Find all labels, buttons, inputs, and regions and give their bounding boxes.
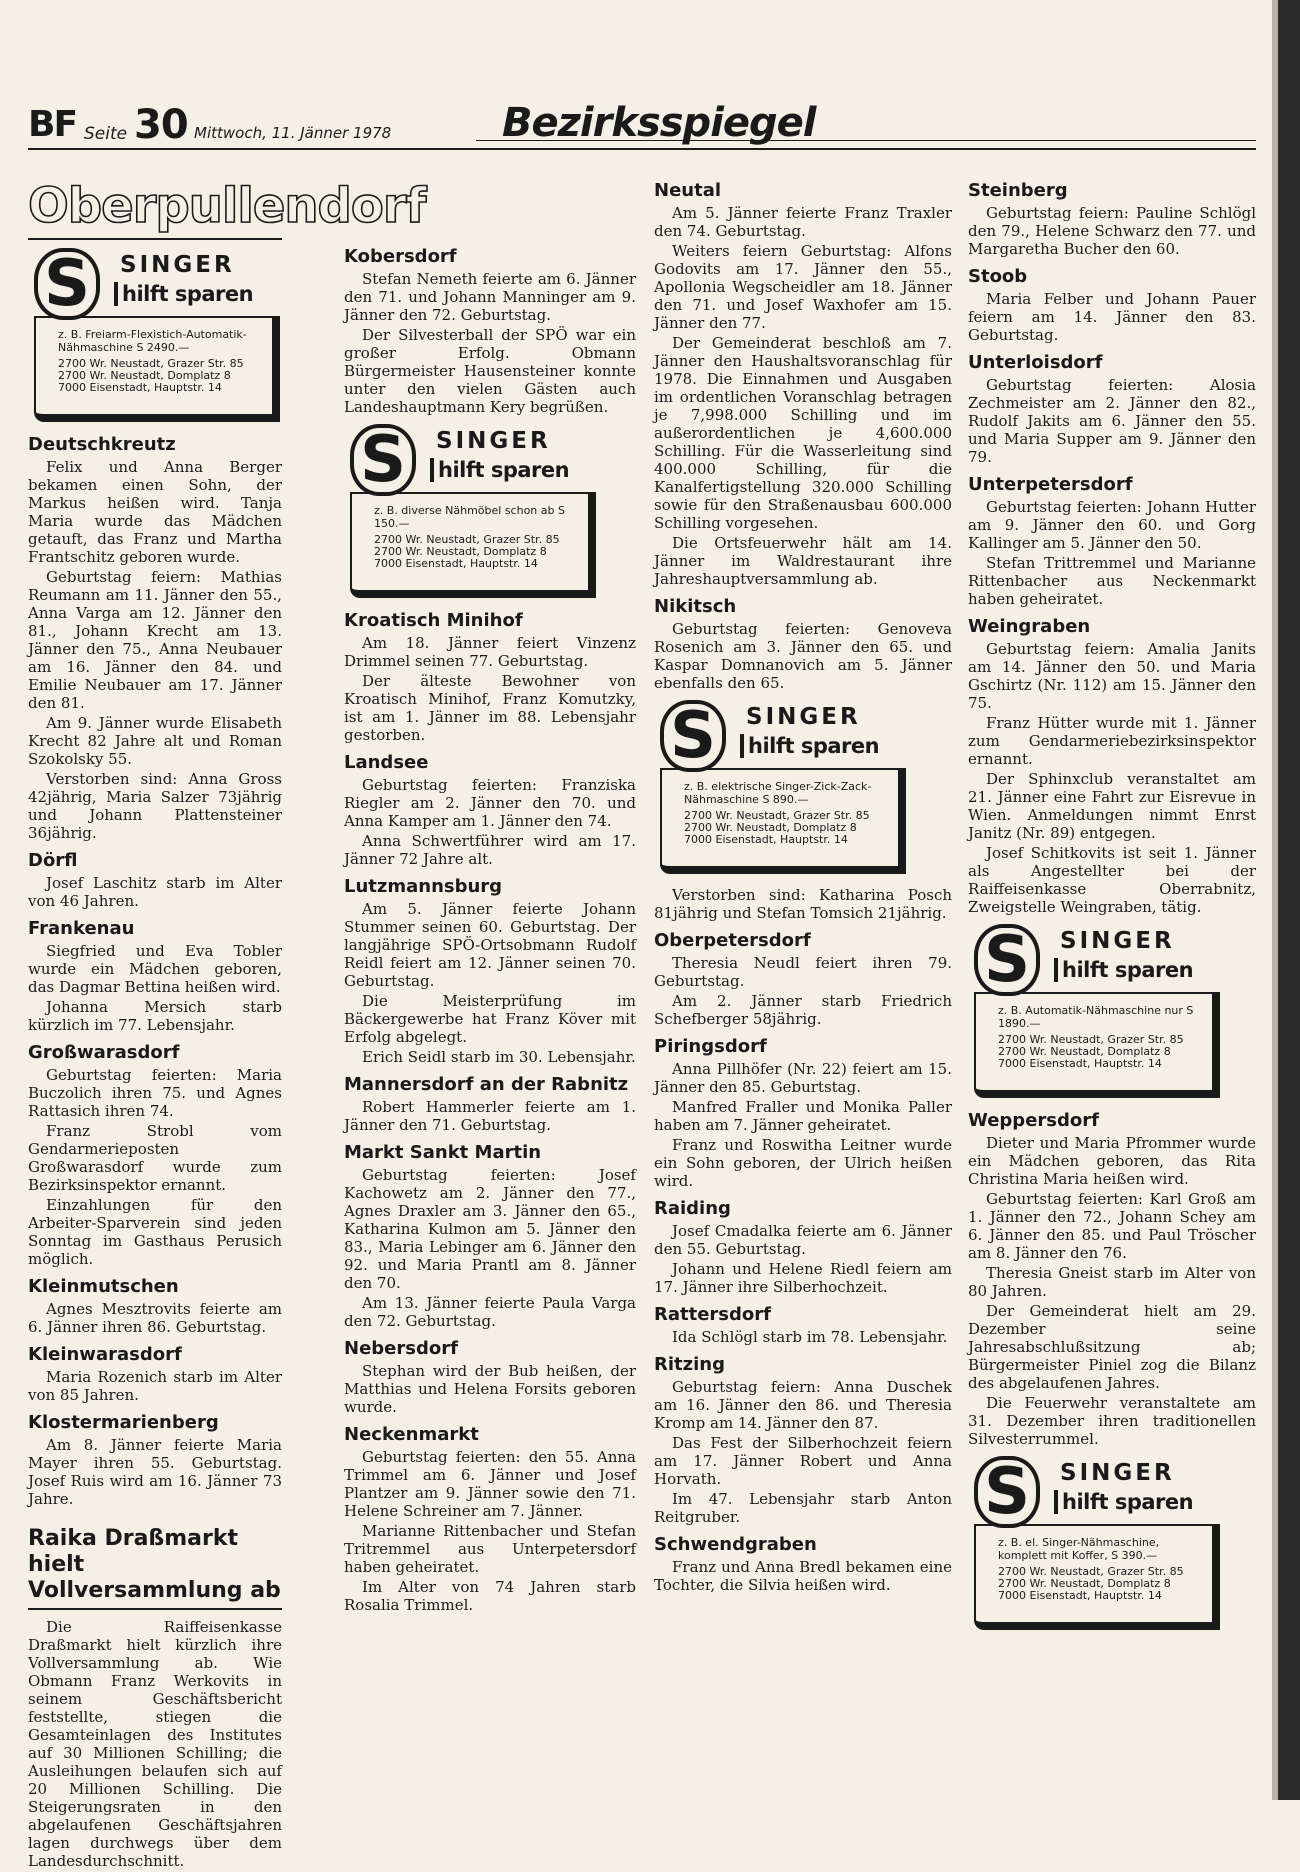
ad-addresses <box>58 358 268 394</box>
ad-addresses <box>998 1034 1208 1070</box>
news-paragraph: Der Sphinxclub veranstaltet am 21. Jänner eine Fahrt zur Eisrevue in Wien. Anmeldungen nimmt Enrst Janitz (Nr. 89) entgegen. <box>968 770 1256 842</box>
news-paragraph: Robert Hammerler feierte am 1. Jänner den 71. Geburtstag. <box>344 1098 636 1134</box>
news-paragraph: Geburtstag feierten: Johann Hutter am 9. Jänner den 60. und Gorg Kallinger am 5. Jänner den 50. <box>968 498 1256 552</box>
ad-brand: SINGER <box>1060 928 1175 954</box>
header-rule <box>28 148 1256 150</box>
news-paragraph: Geburtstag feierten: Alosia Zechmeister am 2. Jänner den 82., Rudolf Jakits am 6. Jänner den 55. und Maria Supper am 9. Jänner den 79. <box>968 376 1256 466</box>
news-paragraph: Stephan wird der Bub heißen, der Matthias und Helena Forsits geboren wurde. <box>344 1362 636 1416</box>
news-paragraph: Am 5. Jänner feierte Johann Stummer seinen 60. Geburtstag. Der langjährige SPÖ-Ortsobmann Rudolf Reidl feiert am 12. Jänner seinen 70. Geburtstag. <box>344 900 636 990</box>
ad-address: 2700 Wr. Neustadt, Domplatz 8 <box>998 1577 1171 1590</box>
town-heading: Dörfl <box>28 850 78 871</box>
ad-brand: SINGER <box>436 428 551 454</box>
town-heading: Piringsdorf <box>654 1036 767 1057</box>
ad-address: 7000 Eisenstadt, Hauptstr. 14 <box>998 1057 1162 1070</box>
town-heading: Weingraben <box>968 616 1091 637</box>
town-heading: Neckenmarkt <box>344 1424 479 1445</box>
town-heading: Raiding <box>654 1198 731 1219</box>
page-edge-shadow <box>1272 0 1278 1800</box>
ad-offer: z. B. Automatik-Nähmaschine nur S 1890.— <box>998 1004 1194 1030</box>
news-paragraph: Der älteste Bewohner von Kroatisch Minihof, Franz Komutzky, ist am 1. Jänner im 88. Lebensjahr gestorben. <box>344 672 636 744</box>
news-paragraph: Am 9. Jänner wurde Elisabeth Krecht 82 Jahre alt und Roman Szokolsky 55. <box>28 714 282 768</box>
ad-slogan: hilft sparen <box>430 458 569 482</box>
town-heading: Kobersdorf <box>344 246 457 267</box>
news-paragraph: Verstorben sind: Katharina Posch 81jährig und Stefan Tomsich 21jährig. <box>654 886 952 922</box>
section-title: Bezirksspiegel <box>502 100 816 146</box>
news-paragraph: Der Gemeinderat hielt am 29. Dezember seine Jahresabschlußsitzung ab; Bürgermeister Piniel zog die Bilanz des abgelaufenen Jahres. <box>968 1302 1256 1392</box>
region-rule <box>28 238 282 240</box>
news-paragraph: Manfred Fraller und Monika Paller haben am 7. Jänner geheiratet. <box>654 1098 952 1134</box>
news-paragraph: Geburtstag feierten: Josef Kachowetz am 2. Jänner den 77., Agnes Draxler am 3. Jänner den 65., Katharina Kulmon am 5. Jänner den 83., Maria Lebinger am 6. Jänner den 92. und Maria Prantl am 8. Jänner den 70. <box>344 1166 636 1292</box>
ad-address: 2700 Wr. Neustadt, Grazer Str. 85 <box>998 1033 1184 1046</box>
news-paragraph: Theresia Neudl feiert ihren 79. Geburtstag. <box>654 954 952 990</box>
news-paragraph: Erich Seidl starb im 30. Lebensjahr. <box>362 1048 636 1066</box>
ad-address: 7000 Eisenstadt, Hauptstr. 14 <box>998 1589 1162 1602</box>
news-paragraph: Die Raiffeisenkasse Draßmarkt hielt kürzlich ihre Vollversammlung ab. Wie Obmann Franz Werkovits in seinem Geschäftsbericht feststellte, stiegen die Gesamteinlagen des Institutes auf 30 Millionen Schilling; die Ausleihungen belaufen sich auf 20 Millionen Schilling. Die Steigerungsraten in den abgelaufenen Geschäftsjahren lagen durchwegs über dem Landesdurchschnitt. <box>28 1618 282 1870</box>
town-heading: Nikitsch <box>654 596 737 617</box>
ad-slogan: hilft sparen <box>114 282 253 306</box>
town-heading: Kleinmutschen <box>28 1276 179 1297</box>
town-heading: Nebersdorf <box>344 1338 458 1359</box>
town-heading: Weppersdorf <box>968 1110 1099 1131</box>
town-heading: Klostermarienberg <box>28 1412 219 1433</box>
singer-ad <box>968 924 1256 1100</box>
column-4 <box>968 180 1256 1642</box>
newspaper-logo: BF <box>28 104 77 145</box>
news-paragraph: Verstorben sind: Anna Gross 42jährig, Maria Salzer 73jährig und Johann Plattensteiner 36jährig. <box>28 770 282 842</box>
town-heading: Frankenau <box>28 918 135 939</box>
ad-addresses <box>998 1566 1208 1602</box>
town-heading: Stoob <box>968 266 1028 287</box>
ad-offer: z. B. diverse Nähmöbel schon ab S 150.— <box>374 504 565 530</box>
news-paragraph: Einzahlungen für den Arbeiter-Sparverein sind jeden Sonntag im Gasthaus Perusich möglich. <box>28 1196 282 1268</box>
town-heading: Rattersdorf <box>654 1304 771 1325</box>
town-heading: Mannersdorf an der Rabnitz <box>344 1074 629 1095</box>
column-2 <box>344 246 636 1616</box>
town-heading: Ritzing <box>654 1354 725 1375</box>
news-paragraph: Am 2. Jänner starb Friedrich Schefberger 58jährig. <box>654 992 952 1028</box>
page-header <box>28 98 1256 150</box>
ad-offer: z. B. el. Singer-Nähmaschine, komplett mit Koffer, S 390.— <box>998 1536 1160 1562</box>
news-paragraph: Anna Schwertführer wird am 17. Jänner 72 Jahre alt. <box>344 832 636 868</box>
news-paragraph: Franz und Roswitha Leitner wurde ein Sohn geboren, der Ulrich heißen wird. <box>654 1136 952 1190</box>
ad-address: 2700 Wr. Neustadt, Domplatz 8 <box>684 821 857 834</box>
news-paragraph: Stefan Nemeth feierte am 6. Jänner den 71. und Johann Manninger am 9. Jänner den 72. Geburtstag. <box>344 270 636 324</box>
town-heading: Kroatisch Minihof <box>344 610 523 631</box>
news-paragraph: Stefan Trittremmel und Marianne Rittenbacher aus Neckenmarkt haben geheiratet. <box>968 554 1256 608</box>
news-paragraph: Johanna Mersich starb kürzlich im 77. Lebensjahr. <box>28 998 282 1034</box>
news-paragraph: Johann und Helene Riedl feiern am 17. Jänner ihre Silberhochzeit. <box>654 1260 952 1296</box>
news-paragraph: Theresia Gneist starb im Alter von 80 Jahren. <box>968 1264 1256 1300</box>
news-paragraph: Agnes Mesztrovits feierte am 6. Jänner ihren 86. Geburtstag. <box>28 1300 282 1336</box>
news-paragraph: Geburtstag feierten: Franziska Riegler am 2. Jänner den 70. und Anna Kamper am 1. Jänner den 74. <box>344 776 636 830</box>
news-paragraph: Anna Pillhöfer (Nr. 22) feiert am 15. Jänner den 85. Geburtstag. <box>654 1060 952 1096</box>
ad-addresses <box>684 810 894 846</box>
news-paragraph: Das Fest der Silberhochzeit feiern am 17. Jänner Robert und Anna Horvath. <box>654 1434 952 1488</box>
news-paragraph: Franz Hütter wurde mit 1. Jänner zum Gendarmeriebezirksinspektor ernannt. <box>968 714 1256 768</box>
page-label: Seite <box>84 124 128 144</box>
town-heading: Lutzmannsburg <box>344 876 503 897</box>
ad-address: 2700 Wr. Neustadt, Domplatz 8 <box>998 1045 1171 1058</box>
news-paragraph: Marianne Rittenbacher und Stefan Tritremmel aus Unterpetersdorf haben geheiratet. <box>344 1522 636 1576</box>
news-paragraph: Geburtstag feiern: Anna Duschek am 16. Jänner den 86. und Theresia Kromp am 14. Jänner den 87. <box>654 1378 952 1432</box>
ad-addresses <box>374 534 584 570</box>
news-paragraph: Josef Schitkovits ist seit 1. Jänner als Angestellter bei der Raiffeisenkasse Oberrabnitz, Zweigstelle Weingraben, tätig. <box>968 844 1256 916</box>
singer-s-logo-icon: S <box>34 248 100 320</box>
page-edge <box>1278 0 1300 1800</box>
column-3 <box>654 180 952 1596</box>
news-paragraph: Im 47. Lebensjahr starb Anton Reitgruber. <box>654 1490 952 1526</box>
ad-offer: z. B. Freiarm-Flexistich-Automatik-Nähmaschine S 2490.— <box>58 328 247 354</box>
town-heading: Unterpetersdorf <box>968 474 1133 495</box>
ad-address: 2700 Wr. Neustadt, Grazer Str. 85 <box>684 809 870 822</box>
news-paragraph: Felix und Anna Berger bekamen einen Sohn, der Markus heißen wird. Tanja Maria wurde das Mädchen getauft, das Franz und Martha Frantschitz geboren wurde. <box>28 458 282 566</box>
news-paragraph: Josef Laschitz starb im Alter von 46 Jahren. <box>28 874 282 910</box>
news-paragraph: Weiters feiern Geburtstag: Alfons Godovits am 17. Jänner den 55., Apollonia Wegscheidler am 18. Jänner den 71. und Josef Waxhofer am 15. Jänner den 77. <box>654 242 952 332</box>
ad-address: 2700 Wr. Neustadt, Domplatz 8 <box>374 545 547 558</box>
issue-date: Mittwoch, 11. Jänner 1978 <box>194 124 392 142</box>
news-paragraph: Ida Schlögl starb im 78. Lebensjahr. <box>672 1328 948 1346</box>
ad-slogan: hilft sparen <box>740 734 879 758</box>
news-paragraph: Geburtstag feiern: Mathias Reumann am 11. Jänner den 55., Anna Varga am 12. Jänner den 81., Johann Krecht am 13. Jänner den 75., Anna Neubauer am 16. Jänner den 84. und Emilie Neubauer am 17. Jänner den 81. <box>28 568 282 712</box>
ad-address: 7000 Eisenstadt, Hauptstr. 14 <box>684 833 848 846</box>
ad-slogan: hilft sparen <box>1054 958 1193 982</box>
town-heading: Steinberg <box>968 180 1068 201</box>
news-paragraph: Am 5. Jänner feierte Franz Traxler den 74. Geburtstag. <box>654 204 952 240</box>
section-underline <box>476 140 1256 141</box>
ad-address: 7000 Eisenstadt, Hauptstr. 14 <box>58 381 222 394</box>
page-number: 30 <box>134 102 188 148</box>
town-heading: Markt Sankt Martin <box>344 1142 542 1163</box>
town-heading: Kleinwarasdorf <box>28 1344 182 1365</box>
singer-ad <box>344 424 636 600</box>
news-paragraph: Am 18. Jänner feiert Vinzenz Drimmel seinen 77. Geburtstag. <box>344 634 636 670</box>
region-title: Oberpullendorf <box>28 178 426 234</box>
ad-address: 7000 Eisenstadt, Hauptstr. 14 <box>374 557 538 570</box>
article-headline: Raika Draßmarkt hielt Vollversammlung ab <box>28 1526 282 1610</box>
news-paragraph: Im Alter von 74 Jahren starb Rosalia Trimmel. <box>344 1578 636 1614</box>
news-paragraph: Dieter und Maria Pfrommer wurde ein Mädchen geboren, das Rita Christina Maria heißen wird. <box>968 1134 1256 1188</box>
town-heading: Unterloisdorf <box>968 352 1103 373</box>
news-paragraph: Geburtstag feierten: den 55. Anna Trimmel am 6. Jänner und Josef Plantzer am 9. Jänner sowie den 71. Helene Schreiner am 7. Jänner. <box>344 1448 636 1520</box>
town-heading: Schwendgraben <box>654 1534 817 1555</box>
news-paragraph: Geburtstag feierten: Karl Groß am 1. Jänner den 72., Johann Schey am 6. Jänner den 85. und Paul Tröscher am 8. Jänner den 76. <box>968 1190 1256 1262</box>
news-paragraph: Die Feuerwehr veranstaltete am 31. Dezember ihren traditionellen Silvesterrummel. <box>968 1394 1256 1448</box>
singer-ad <box>28 248 282 424</box>
news-paragraph: Die Meisterprüfung im Bäckergewerbe hat Franz Köver mit Erfolg abgelegt. <box>344 992 636 1046</box>
ad-brand: SINGER <box>1060 1460 1175 1486</box>
news-paragraph: Maria Rozenich starb im Alter von 85 Jahren. <box>28 1368 282 1404</box>
news-paragraph: Der Gemeinderat beschloß am 7. Jänner den Haushaltsvoranschlag für 1978. Die Einnahmen und Ausgaben im ordentlichen Voranschlag betragen je 7,998.000 Schilling und im außerordentlichen je 4,600.000 Schilling. Für die Wasserleitung sind 400.000 Schilling, für die Kanalfertigstellung 320.000 Schilling sowie für den Straßenausbau 600.000 Schilling vorgesehen. <box>654 334 952 532</box>
news-paragraph: Am 8. Jänner feierte Maria Mayer ihren 55. Geburtstag. Josef Ruis wird am 16. Jänner 73 Jahre. <box>28 1436 282 1508</box>
news-paragraph: Geburtstag feierten: Maria Buczolich ihren 75. und Agnes Rattasich ihren 74. <box>28 1066 282 1120</box>
news-paragraph: Geburtstag feiern: Pauline Schlögl den 79., Helene Schwarz den 77. und Margaretha Bucher den 60. <box>968 204 1256 258</box>
town-heading: Neutal <box>654 180 722 201</box>
ad-brand: SINGER <box>746 704 861 730</box>
ad-slogan: hilft sparen <box>1054 1490 1193 1514</box>
town-heading: Oberpetersdorf <box>654 930 811 951</box>
singer-ad <box>654 700 952 876</box>
singer-s-logo-icon: S <box>660 700 726 772</box>
singer-ad <box>968 1456 1256 1632</box>
ad-brand: SINGER <box>120 252 235 278</box>
singer-s-logo-icon: S <box>974 1456 1040 1528</box>
ad-address: 2700 Wr. Neustadt, Grazer Str. 85 <box>58 357 244 370</box>
singer-s-logo-icon: S <box>350 424 416 496</box>
news-paragraph: Siegfried und Eva Tobler wurde ein Mädchen geboren, das Dagmar Bettina heißen wird. <box>28 942 282 996</box>
news-paragraph: Der Silvesterball der SPÖ war ein großer Erfolg. Obmann Bürgermeister Hausensteiner konnte unter den vielen Gästen auch Landeshauptmann Kery begrüßen. <box>344 326 636 416</box>
news-paragraph: Die Ortsfeuerwehr hält am 14. Jänner im Waldrestaurant ihre Jahreshauptversammlung ab. <box>654 534 952 588</box>
town-heading: Landsee <box>344 752 429 773</box>
ad-offer: z. B. elektrische Singer-Zick-Zack-Nähmaschine S 890.— <box>684 780 872 806</box>
news-paragraph: Franz Strobl vom Gendarmerieposten Großwarasdorf wurde zum Bezirksinspektor ernannt. <box>28 1122 282 1194</box>
news-paragraph: Maria Felber und Johann Pauer feiern am 14. Jänner den 83. Geburtstag. <box>968 290 1256 344</box>
news-paragraph: Am 13. Jänner feierte Paula Varga den 72. Geburtstag. <box>344 1294 636 1330</box>
ad-address: 2700 Wr. Neustadt, Grazer Str. 85 <box>374 533 560 546</box>
singer-s-logo-icon: S <box>974 924 1040 996</box>
news-paragraph: Geburtstag feierten: Genoveva Rosenich am 3. Jänner den 65. und Kaspar Domnanovich am 5. Jänner ebenfalls den 65. <box>654 620 952 692</box>
news-paragraph: Franz und Anna Bredl bekamen eine Tochter, die Silvia heißen wird. <box>654 1558 952 1594</box>
town-heading: Großwarasdorf <box>28 1042 180 1063</box>
news-paragraph: Geburtstag feiern: Amalia Janits am 14. Jänner den 50. und Maria Gschirtz (Nr. 112) am 15. Jänner den 75. <box>968 640 1256 712</box>
ad-address: 2700 Wr. Neustadt, Domplatz 8 <box>58 369 231 382</box>
news-paragraph: Josef Cmadalka feierte am 6. Jänner den 55. Geburtstag. <box>654 1222 952 1258</box>
ad-address: 2700 Wr. Neustadt, Grazer Str. 85 <box>998 1565 1184 1578</box>
town-heading: Deutschkreutz <box>28 434 176 455</box>
